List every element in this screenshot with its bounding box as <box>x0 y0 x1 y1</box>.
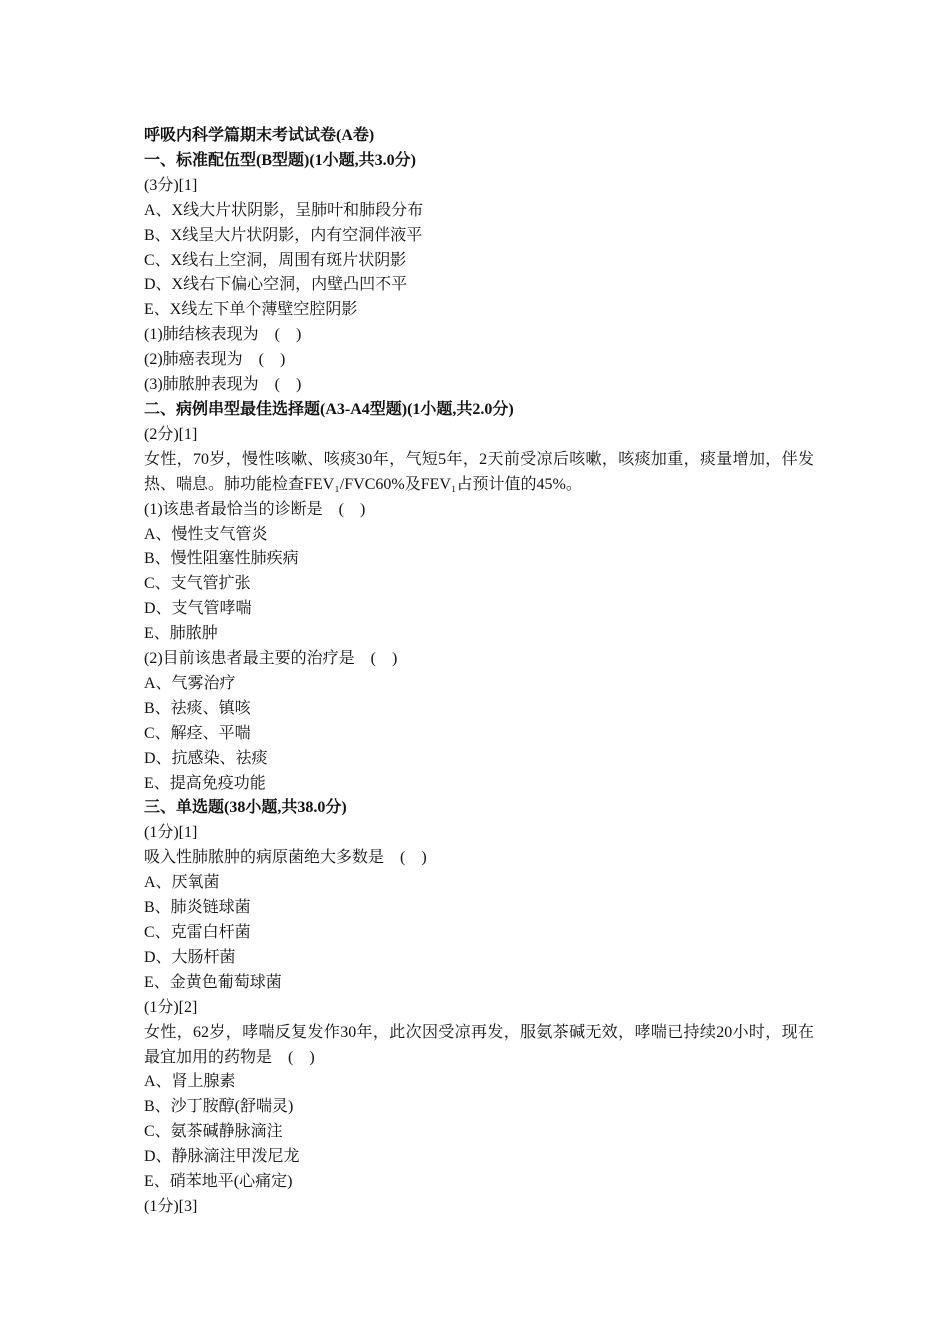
sub-question: (1)该患者最恰当的诊断是 ( ) <box>144 500 366 518</box>
option-d: D、X线右下偏心空洞，内壁凸凹不平 <box>144 276 408 294</box>
sub-question: (2)目前该患者最主要的治疗是 ( ) <box>144 650 398 668</box>
option-e: E、金黄色葡萄球菌 <box>144 973 282 991</box>
option-d: D、抗感染、祛痰 <box>144 749 268 767</box>
option-a: A、慢性支气管炎 <box>144 525 268 543</box>
option-a: A、肾上腺素 <box>144 1073 236 1091</box>
question-stem: 吸入性肺脓肿的病原菌绝大多数是 ( ) <box>144 849 427 867</box>
option-b: B、祛痰、镇咳 <box>144 699 251 717</box>
question-stem: 女性，62岁，哮喘反复发作30年，此次因受凉再发，服氨茶碱无效，哮喘已持续20小时，现在最宜加用的药物是 ( ) <box>144 1023 814 1066</box>
option-b: B、慢性阻塞性肺疾病 <box>144 550 299 568</box>
question-score: (1分)[3] <box>144 1197 198 1215</box>
option-e: E、硝苯地平(心痛定) <box>144 1173 293 1191</box>
option-b: B、X线呈大片状阴影，内有空洞伴液平 <box>144 226 423 244</box>
option-c: C、克雷白杆菌 <box>144 924 251 941</box>
option-a: A、X线大片状阴影，呈肺叶和肺段分布 <box>144 201 424 219</box>
option-d: D、大肠杆菌 <box>144 948 236 966</box>
option-c: C、解痉、平喘 <box>144 724 251 742</box>
question-score: (3分)[1] <box>144 176 198 194</box>
question-score: (2分)[1] <box>144 425 198 443</box>
option-d: D、静脉滴注甲泼尼龙 <box>144 1148 300 1166</box>
case-paragraph: 女性，70岁，慢性咳嗽、咳痰30年，气短5年，2天前受凉后咳嗽，咳痰加重，痰量增加，伴发热、喘息。肺功能检查FEV₁/FVC60%及FEV₁占预计值的45%。 <box>144 450 814 493</box>
option-c: C、氨茶碱静脉滴注 <box>144 1123 283 1141</box>
option-e: E、肺脓肿 <box>144 625 218 643</box>
section-3-heading: 三、单选题(38小题,共38.0分) <box>144 799 347 817</box>
option-b: B、沙丁胺醇(舒喘灵) <box>144 1098 294 1116</box>
option-e: E、提高免疫功能 <box>144 774 266 792</box>
question-score: (1分)[2] <box>144 998 198 1016</box>
option-e: E、X线左下单个薄壁空腔阴影 <box>144 301 358 319</box>
exam-content <box>144 124 814 1220</box>
option-a: A、气雾治疗 <box>144 674 236 692</box>
option-d: D、支气管哮喘 <box>144 600 252 618</box>
sub-question: (3)肺脓肿表现为 ( ) <box>144 376 302 394</box>
option-b: B、肺炎链球菌 <box>144 899 251 917</box>
option-c: C、支气管扩张 <box>144 575 251 593</box>
section-1-heading: 一、标准配伍型(B型题)(1小题,共3.0分) <box>144 151 416 169</box>
option-a: A、厌氧菌 <box>144 874 220 892</box>
question-score: (1分)[1] <box>144 824 198 842</box>
sub-question: (2)肺癌表现为 ( ) <box>144 351 286 369</box>
exam-title: 呼吸内科学篇期末考试试卷(A卷) <box>144 127 375 144</box>
section-2-heading: 二、病例串型最佳选择题(A3-A4型题)(1小题,共2.0分) <box>144 400 514 418</box>
option-c: C、X线右上空洞，周围有斑片状阴影 <box>144 251 407 269</box>
sub-question: (1)肺结核表现为 ( ) <box>144 326 302 344</box>
